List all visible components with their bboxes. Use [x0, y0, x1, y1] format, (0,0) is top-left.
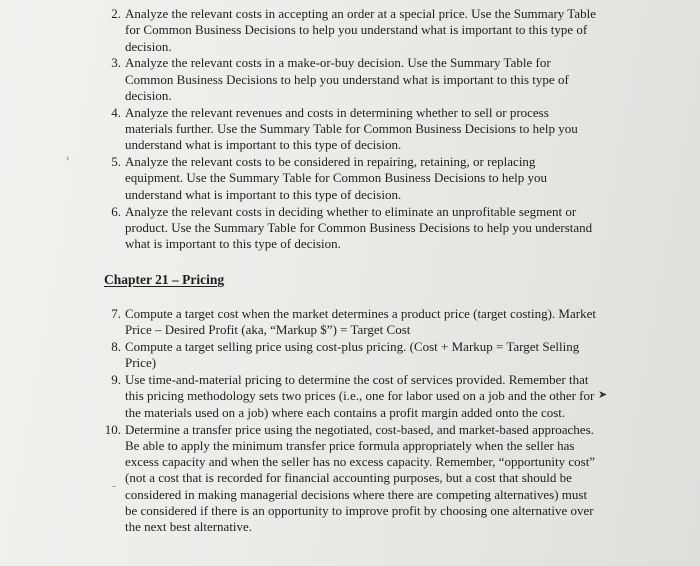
list-item [0, 372, 700, 421]
item-number: 9. [111, 372, 121, 388]
item-number: 6. [111, 203, 121, 219]
item-text: Analyze the relevant costs to be considered in repairing, retaining, or replacing equipment. Use the Summary Table for Common Business Decisions to help you understand what is important to this type of decision. [125, 154, 548, 202]
objectives-list-top [0, 6, 700, 253]
item-number: 10. [104, 421, 121, 437]
list-item [0, 422, 700, 536]
cursor-arrow-icon: ➤ [598, 389, 608, 401]
section-heading: Chapter 21 – Pricing [104, 272, 225, 287]
objectives-list-bottom [0, 306, 700, 536]
margin-tick-mark: ‹ [66, 152, 70, 164]
item-text: Analyze the relevant revenues and costs in determining whether to sell or process materials further. Use the Summary Table for Common Business Decisions to help you understand what is important to this type of decision. [125, 104, 578, 153]
item-text: Determine a transfer price using the negotiated, cost-based, and market-based approaches. Be able to apply the minimum transfer price formula appropriately when the seller has excess capacity and when the seller has no excess capacity. Remember, “opportunity cost” (not a cost that is recorded for financial accounting purposes, but a cost that should be considered in making managerial decisions where there are competing alternatives) must be considered if there is an opportunity to improve profit by choosing one alternative over the next best alternative. [125, 421, 596, 535]
list-item [0, 339, 700, 372]
item-text: Analyze the relevant costs in a make-or-buy decision. Use the Summary Table for Common Business Decisions to help you understand what is important to this type of decision. [125, 55, 569, 103]
item-number: 2. [111, 6, 121, 21]
item-number: 5. [111, 154, 121, 170]
list-item [0, 105, 700, 154]
item-number: 3. [111, 55, 121, 71]
item-text: Use time-and-material pricing to determine the cost of services provided. Remember that this pricing methodology sets two prices (i.e., one for labor used on a job and the other for the materials used on a job) where each contains a profit margin added onto the cost. [125, 372, 595, 420]
list-item [0, 204, 700, 253]
item-number: 4. [111, 104, 121, 120]
item-text: Compute a target selling price using cost-plus pricing. (Cost + Markup = Target Selling Price) [125, 339, 580, 371]
item-number: 8. [111, 339, 121, 355]
list-item [0, 306, 700, 339]
item-text: Compute a target cost when the market determines a product price (target costing). Market Price – Desired Profit (aka, “Markup $”) = Target Cost [125, 306, 596, 338]
list-item [0, 6, 700, 55]
list-item [0, 154, 700, 203]
item-text: Analyze the relevant costs in accepting an order at a special price. Use the Summary Table for Common Business Decisions to help you understand what is important to this type of decision. [125, 6, 596, 54]
list-item [0, 55, 700, 104]
item-text: Analyze the relevant costs in deciding whether to eliminate an unprofitable segment or product. Use the Summary Table for Common Business Decisions to help you understand what is important to this type of decision. [125, 203, 593, 252]
margin-dash-mark: - [112, 480, 116, 492]
item-number: 7. [111, 306, 121, 321]
